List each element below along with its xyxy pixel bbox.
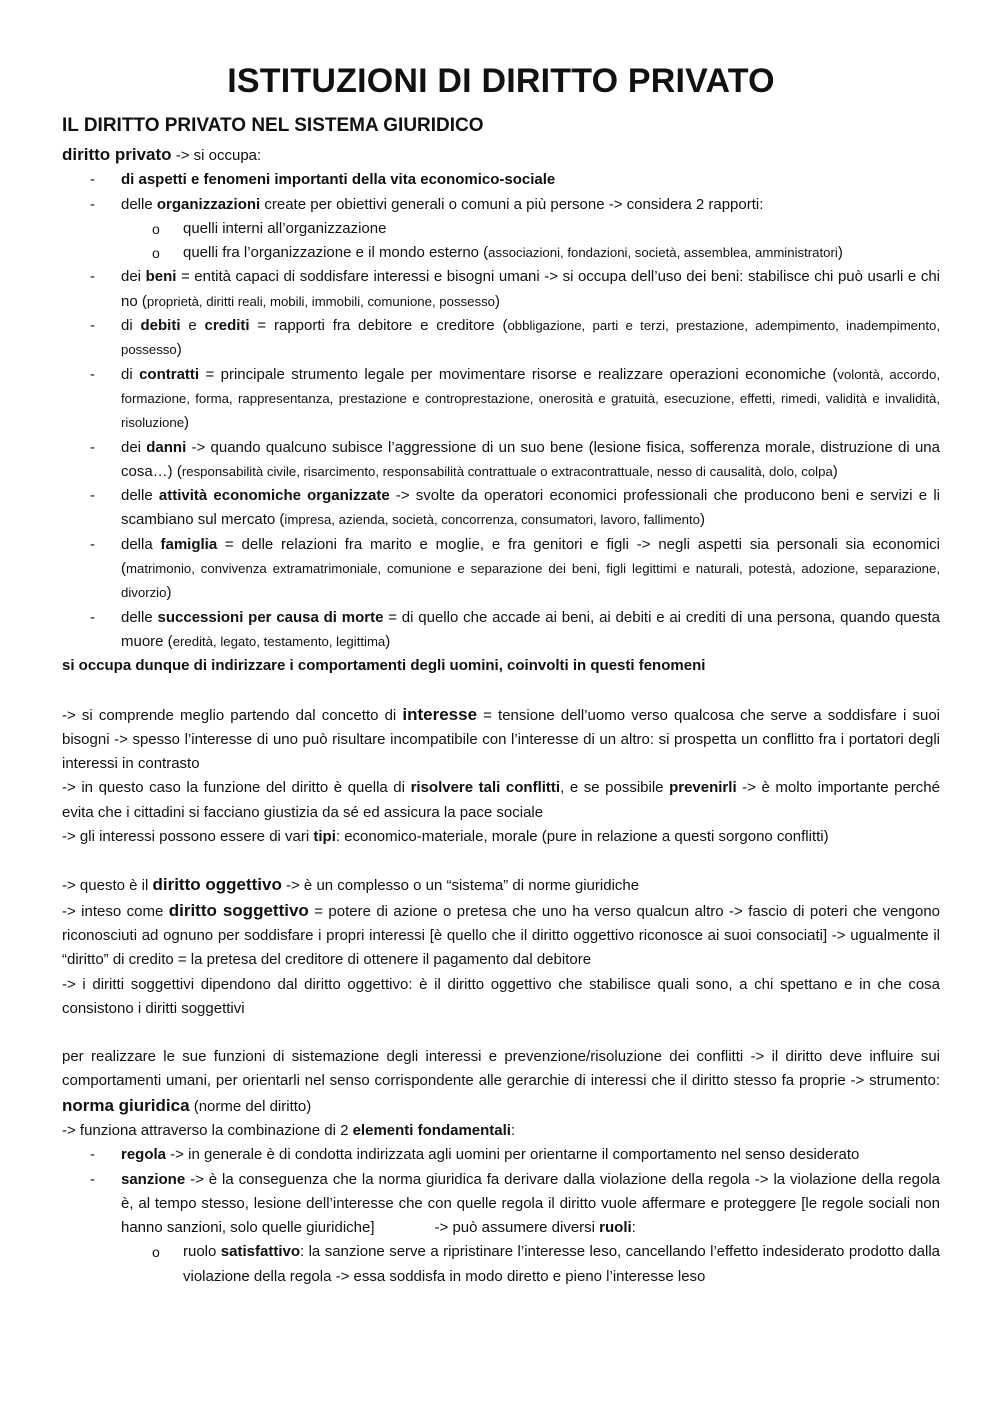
paragraph bbox=[62, 776, 940, 825]
item-bold: di aspetti e fenomeni importanti della vita economico-sociale bbox=[121, 171, 556, 189]
item-text: -> in generale è di condotta indirizzata agli uomini per orientarne il comportamento nel senso desiderato bbox=[166, 1146, 860, 1164]
list-item bbox=[62, 314, 940, 363]
list-item bbox=[62, 533, 940, 606]
item-text: ) bbox=[837, 244, 843, 262]
sub-list-item bbox=[62, 217, 940, 241]
item-text: ) bbox=[385, 632, 391, 650]
spacer bbox=[62, 1021, 940, 1045]
list-item bbox=[62, 1168, 940, 1241]
item-text: = delle relazioni fra marito e moglie, e fra genitori e figli -> negli aspetti sia personali sia economici ( bbox=[121, 535, 940, 578]
list-item bbox=[62, 363, 940, 436]
para-text: , e se possibile bbox=[560, 779, 670, 797]
para-text: -> i diritti soggettivi dipendono dal diritto oggettivo: è il diritto oggettivo che stabilisce quali sono, a chi spettano e in che cosa consistono i diritti soggettivi bbox=[62, 975, 940, 1017]
item-text: -> svolte da operatori economici professionali che producono beni e servizi e li scambiano sul mercato ( bbox=[121, 487, 940, 529]
paragraph bbox=[62, 1119, 940, 1143]
item-keywords: associazioni, fondazioni, società, assemblea, amministratori bbox=[488, 245, 838, 261]
document-page bbox=[62, 62, 940, 1289]
summary-line bbox=[62, 654, 940, 678]
list-item bbox=[62, 265, 940, 314]
item-text: quelli interni all’organizzazione bbox=[183, 219, 387, 237]
item-text: : la sanzione serve a ripristinare l’interesse leso, cancellando l’effetto indesiderato prodotto dalla violazione della regola -> essa soddisfa in modo diretto e pieno l’interesse leso bbox=[183, 1243, 940, 1285]
item-bold: organizzazioni bbox=[156, 195, 261, 213]
para-text: per realizzare le sue funzioni di sistemazione degli interessi e prevenzione/risoluzione dei conflitti -> il diritto deve influire sui comportamenti umani, per orientarli nel senso corrispondente alle gerarchie di interessi che il diritto stesso fa proprie -> strumento: bbox=[62, 1048, 940, 1090]
item-text: ) bbox=[495, 292, 501, 310]
item-keywords: eredità, legato, testamento, legittima bbox=[172, 633, 386, 649]
item-text: = entità capaci di soddisfare interessi e bisogni umani -> si occupa dell’uso dei beni: stabilisce chi può usarli e chi no ( bbox=[121, 268, 941, 310]
item-keywords: responsabilità civile, risarcimento, responsabilità contrattuale o extracontrattuale, nesso di causalità, dolo, colpa bbox=[181, 463, 833, 479]
item-text: create per obiettivi generali o comuni a più persone -> considera 2 rapporti: bbox=[260, 195, 764, 213]
intro-line bbox=[62, 143, 940, 168]
para-bold: diritto oggettivo bbox=[152, 875, 282, 895]
item-text: delle bbox=[121, 608, 158, 626]
para-text: = tensione dell’uomo verso qualcosa che serve a soddisfare i suoi bisogni -> spesso l’interesse di uno può risultare incompatibile con l’interesse di un altro: si prospetta un conflitto fra i portatori degli interessi in contrasto bbox=[62, 706, 940, 773]
summary-text: si occupa dunque di indirizzare i comportamenti degli uomini, coinvolti in questi fenomeni bbox=[62, 657, 706, 675]
para-bold: elementi fondamentali bbox=[352, 1121, 511, 1139]
para-text: (norme del diritto) bbox=[189, 1097, 312, 1115]
item-text: ) bbox=[832, 462, 838, 480]
list-item bbox=[62, 436, 940, 485]
item-text: -> quando qualcuno subisce l’aggressione di un suo bene (lesione fisica, sofferenza morale, distruzione di una cosa…) ( bbox=[121, 438, 940, 480]
para-bold: diritto soggettivo bbox=[168, 900, 309, 920]
item-bold: beni bbox=[145, 268, 177, 286]
spacer bbox=[62, 849, 940, 873]
sub-list-item bbox=[62, 1240, 940, 1289]
item-text: delle bbox=[121, 487, 159, 505]
item-text: -> è la conseguenza che la norma giuridica fa derivare dalla violazione della regola -> la violazione della regola è, al tempo stesso, lesione dell’interesse che con quelle regola il diritto vuole affermare e proteggere [le regole sociali non hanno sanzioni, solo quelle giuridiche] bbox=[121, 1170, 940, 1237]
item-text: ) bbox=[176, 341, 182, 359]
item-text: ) bbox=[166, 584, 172, 602]
paragraph bbox=[62, 1045, 940, 1119]
item-text: ) bbox=[700, 511, 706, 529]
para-bold: prevenirli bbox=[669, 779, 737, 797]
item-text: di bbox=[121, 365, 140, 383]
para-text: -> in questo caso la funzione del diritto è quella di bbox=[62, 779, 411, 797]
para-text: -> è un complesso o un “sistema” di norme giuridiche bbox=[281, 877, 640, 895]
sub-list-item bbox=[62, 241, 940, 265]
item-text: dei bbox=[121, 268, 146, 286]
paragraph bbox=[62, 973, 940, 1022]
list-item bbox=[62, 1143, 940, 1167]
intro-text: -> si occupa: bbox=[171, 147, 262, 164]
item-bold: debiti bbox=[140, 317, 181, 335]
para-text: -> questo è il bbox=[62, 877, 153, 895]
paragraph bbox=[62, 825, 940, 849]
spacer bbox=[62, 679, 940, 703]
para-text: -> inteso come bbox=[62, 902, 169, 920]
item-bold: successioni per causa di morte bbox=[157, 608, 384, 626]
section-heading: IL DIRITTO PRIVATO NEL SISTEMA GIURIDICO bbox=[62, 115, 484, 136]
list-item bbox=[62, 484, 940, 533]
para-bold: interesse bbox=[402, 704, 478, 724]
item-text: quelli fra l’organizzazione e il mondo esterno ( bbox=[183, 244, 489, 262]
item-text: = rapporti fra debitore e creditore ( bbox=[249, 317, 508, 335]
para-text: -> funziona attraverso la combinazione di 2 bbox=[62, 1121, 353, 1139]
paragraph bbox=[62, 703, 940, 777]
para-bold: risolvere tali conflitti bbox=[410, 779, 561, 797]
list-item bbox=[62, 193, 940, 217]
item-keywords: volontà, accordo, formazione, forma, rappresentanza, prestazione e controprestazione, onerosità e gratuità, esecuzione, effetti, rimedi, validità e invalidità, risoluzione bbox=[121, 366, 941, 431]
item-bold: regola bbox=[121, 1146, 167, 1164]
para-text: -> si comprende meglio partendo dal concetto di bbox=[62, 706, 403, 724]
paragraph bbox=[62, 899, 940, 973]
para-text: -> è molto importante perché evita che i cittadini si facciano giustizia da sé ed assicura la pace sociale bbox=[62, 779, 940, 821]
item-bold: sanzione bbox=[121, 1170, 186, 1188]
item-text: ) bbox=[184, 414, 190, 432]
item-bold: attività economiche organizzate bbox=[158, 487, 390, 505]
item-text: = principale strumento legale per movimentare risorse e realizzare operazioni economiche ( bbox=[199, 365, 838, 383]
item-text: della bbox=[121, 535, 161, 553]
paragraph bbox=[62, 873, 940, 898]
item-text: e bbox=[180, 317, 205, 335]
para-text: : economico-materiale, morale (pure in relazione a questi sorgono conflitti) bbox=[335, 828, 829, 846]
item-text: ruolo bbox=[183, 1243, 221, 1261]
item-bold: danni bbox=[146, 438, 187, 456]
item-keywords: matrimonio, convivenza extramatrimoniale, comunione e separazione dei beni, figli legittimi e naturali, potestà, adozione, separazione, divorzio bbox=[121, 561, 940, 601]
para-text: : bbox=[510, 1121, 516, 1139]
item-text: : bbox=[631, 1219, 636, 1237]
item-bold: famiglia bbox=[160, 535, 218, 553]
item-bold: contratti bbox=[139, 365, 200, 383]
item-text: di bbox=[121, 317, 141, 335]
para-text: -> gli interessi possono essere di vari bbox=[62, 828, 314, 846]
list-item bbox=[62, 606, 940, 655]
para-bold: norma giuridica bbox=[62, 1095, 190, 1115]
item-bold: ruoli bbox=[599, 1219, 632, 1237]
item-text: dei bbox=[121, 438, 147, 456]
para-bold: tipi bbox=[313, 828, 336, 846]
item-keywords: impresa, azienda, società, concorrenza, consumatori, lavoro, fallimento bbox=[284, 512, 701, 528]
item-bold: crediti bbox=[204, 317, 250, 335]
para-text: = potere di azione o pretesa che uno ha verso qualcun altro -> fascio di poteri che vengono riconosciuti ad ognuno per soddisfare i propri interessi [è quello che il diritto oggettivo riconosce ai suoi consociati] -> ugualmente il “diritto” di credito = la pretesa del creditore di ottenere il pagamento dal debitore bbox=[62, 902, 941, 969]
item-keywords: obbligazione, parti e terzi, prestazione, adempimento, inadempimento, possesso bbox=[121, 318, 941, 358]
item-keywords: proprietà, diritti reali, mobili, immobili, comunione, possesso bbox=[146, 293, 496, 309]
intro-term: diritto privato bbox=[62, 145, 172, 164]
item-text: delle bbox=[121, 195, 157, 213]
item-text: = di quello che accade ai beni, ai debiti e ai crediti di una persona, quando questa muore ( bbox=[121, 608, 940, 650]
item-text: -> può assumere diversi bbox=[434, 1219, 600, 1237]
document-title: ISTITUZIONI DI DIRITTO PRIVATO bbox=[227, 62, 775, 100]
item-bold: satisfattivo bbox=[220, 1243, 300, 1261]
list-item bbox=[62, 168, 940, 192]
